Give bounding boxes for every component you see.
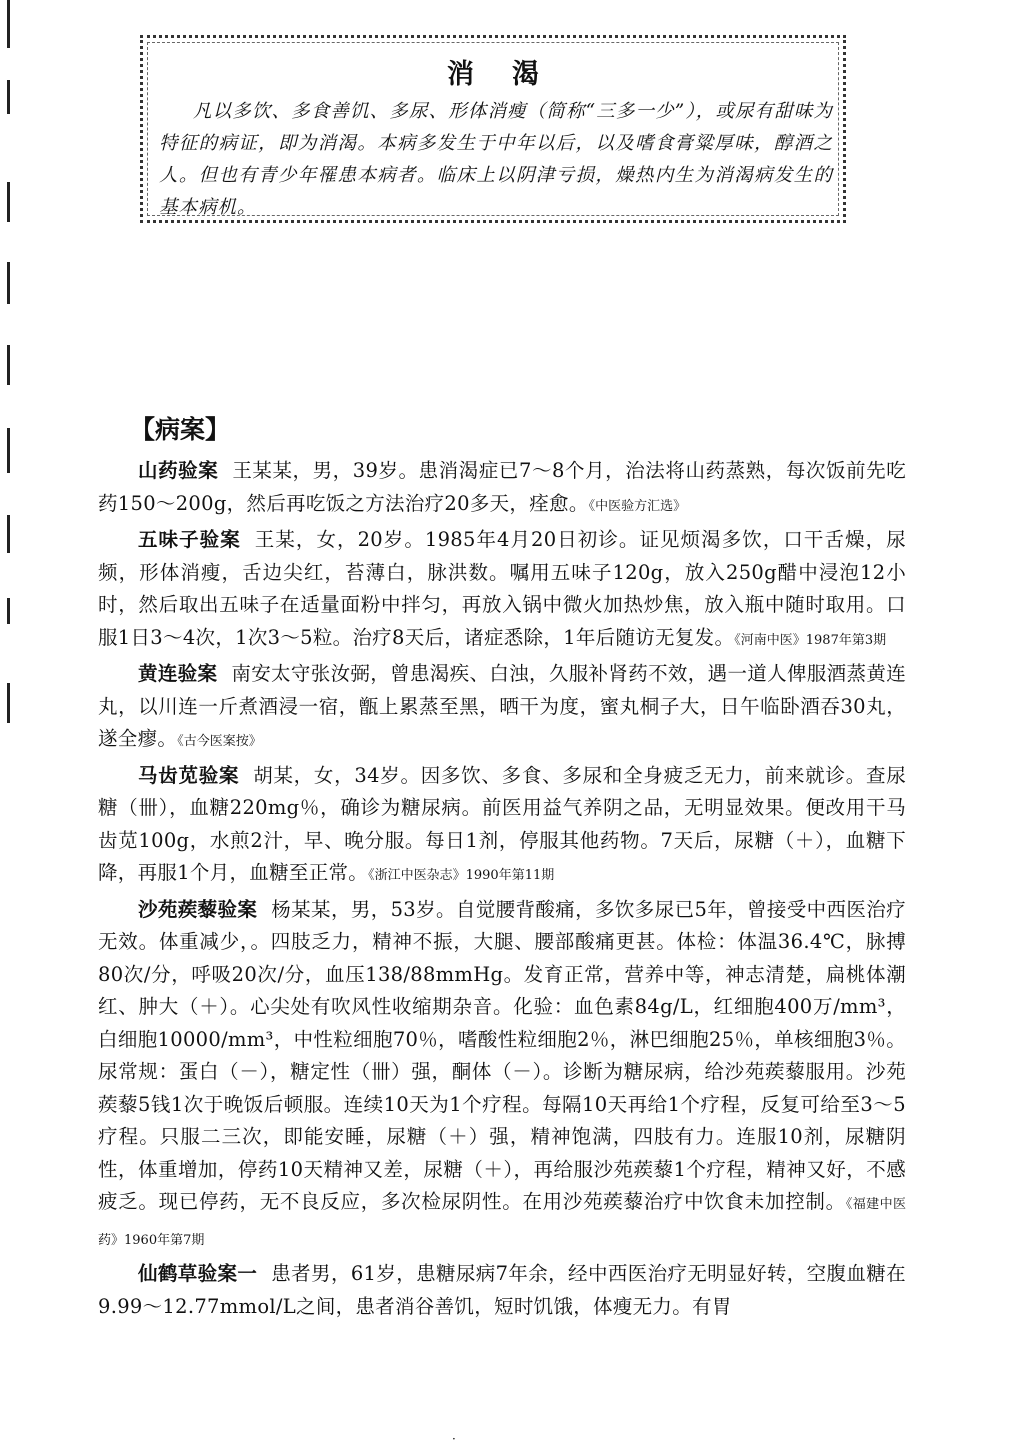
case-name: 山药验案 — [138, 459, 219, 482]
case-paragraph — [98, 760, 906, 893]
case-source: 《中医验方汇选》 — [588, 498, 687, 514]
intro-box — [140, 35, 846, 223]
section-heading: 【病案】 — [130, 415, 231, 444]
intro-paragraph: 凡以多饮、多食善饥、多尿、形体消瘦（简称“三多一少”），或尿有甜味为特征的病证，即为消渴。本病多发生于中年以后，以及嗜食膏粱厚味，醇酒之人。但也有青少年罹患本病者。临床上以阴津亏损，燥热内生为消渴病发生的基本病机。 — [159, 101, 833, 218]
case-name: 五味子验案 — [138, 528, 241, 551]
case-name: 沙苑蒺藜验案 — [138, 897, 258, 921]
case-paragraph — [98, 455, 906, 523]
margin-mark — [7, 182, 10, 222]
margin-mark — [7, 428, 10, 473]
case-name: 马齿苋验案 — [138, 763, 240, 787]
case-body: 杨某某，男，53岁。自觉腰背酸痛，多饮多尿已5年，曾接受中西医治疗无效。体重减少，。四肢乏力，精神不振，大腿、腰部酸痛更甚。体检：体温36.4℃，脉搏80次/分，呼吸20次/分，血压138/88mmHg。发育正常，营养中等，神志清楚，扁桃体潮红、肿大（＋）。心尖处有吹风性收缩期杂音。化验：血色素84g/L，红细胞400万/mm³，白细胞10000/mm³，中性粒细胞70％，嗜酸性粒细胞2％，淋巴细胞25％，单核细胞3％。尿常规：蛋白（－），糖定性（卌）强，酮体（－）。诊断为糖尿病，给沙苑蒺藜服用。沙苑蒺藜5钱1次于晚饭后顿服。连续10天为1个疗程。每隔10天再给1个疗程，反复可给至3～5疗程。只服二三次，即能安睡，尿糖（＋）强，精神饱满，四肢有力。连服10剂，尿糖阴性，体重增加，停药10天精神又差，尿糖（＋），再给服沙苑蒺藜1个疗程，精神又好，不感疲乏。现已停药，无不良反应，多次检尿阴性。在用沙苑蒺藜治疗中饮食未加控制。 — [98, 897, 906, 1213]
case-body: 王某，女，20岁。1985年4月20日初诊。证见烦渴多饮，口干舌燥，尿频，形体消瘦，舌边尖红，苔薄白，脉洪数。嘱用五味子120g，放入250g醋中浸泡12小时，然后取出五味子在适量面粉中拌匀，再放入锅中微火加热炒焦，放入瓶中随时取用。口服1日3～4次，1次3～5粒。治疗8天后，诸症悉除，1年后随访无复发。 — [98, 528, 906, 649]
case-paragraph — [98, 894, 906, 1258]
footer-mark: · — [452, 1432, 456, 1446]
case-paragraph — [98, 1258, 906, 1323]
case-body: 王某某，男，39岁。患消渴症已7～8个月，治法将山药蒸熟，每次饭前先吃药150～200g，然后再吃饭之方法治疗20多天，痊愈。 — [98, 459, 906, 515]
case-body: 胡某，女，34岁。因多饮、多食、多尿和全身疲乏无力，前来就诊。查尿糖（卌），血糖220mg％，确诊为糖尿病。前医用益气养阴之品，无明显效果。便改用干马齿苋100g，水煎2汁，早、晚分服。每日1剂，停服其他药物。7天后，尿糖（＋），血糖下降，再服1个月，血糖至正常。 — [98, 763, 906, 884]
case-name: 仙鹤草验案一 — [138, 1262, 258, 1285]
case-body: 南安太守张汝弼，曾患渴疾、白浊，久服补肾药不效，遇一道人俾服酒蒸黄连丸，以川连一斤煮酒浸一宿，甑上累蒸至黑，晒干为度，蜜丸桐子大，日午临卧酒吞30丸，遂全瘳。 — [98, 662, 906, 750]
margin-mark — [7, 262, 10, 304]
case-source: 《浙江中医杂志》1990年第11期 — [368, 868, 555, 883]
margin-mark — [7, 683, 10, 723]
margin-mark — [7, 515, 10, 553]
margin-mark — [7, 80, 10, 114]
case-source: 《河南中医》1987年第3期 — [734, 632, 887, 648]
margin-mark — [7, 598, 10, 624]
case-paragraph — [98, 658, 906, 759]
case-source: 《福建中医药》1960年第7期 — [98, 1197, 906, 1248]
case-body: 患者男，61岁，患糖尿病7年余，经中西医治疗无明显好转，空腹血糖在9.99～12.77mmol/L之间，患者消谷善饥，短时饥饿，体瘦无力。有胃 — [98, 1262, 906, 1318]
case-list — [98, 455, 906, 1324]
case-name: 黄连验案 — [138, 662, 218, 685]
case-paragraph — [98, 524, 906, 657]
margin-mark — [7, 345, 10, 385]
page-title: 消渴 — [447, 59, 577, 90]
case-source: 《古今医案按》 — [177, 734, 262, 749]
margin-mark — [7, 0, 10, 48]
